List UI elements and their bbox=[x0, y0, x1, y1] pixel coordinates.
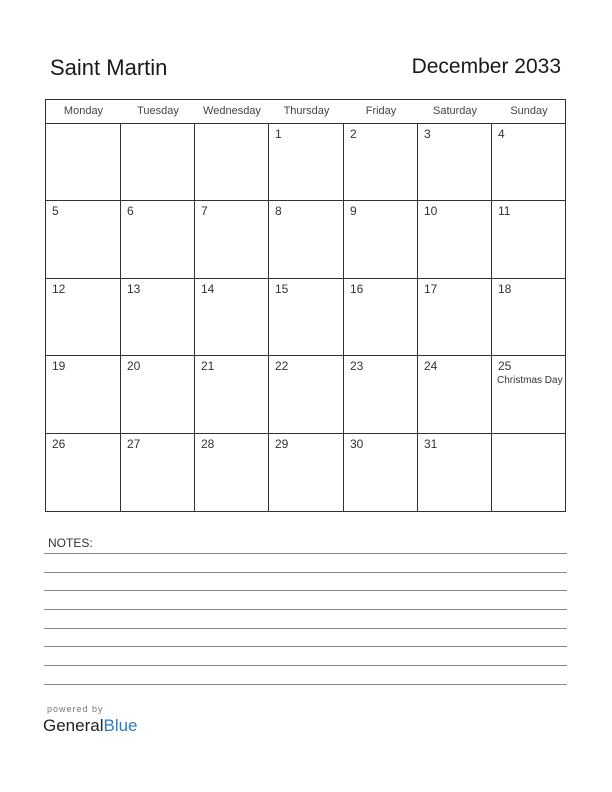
day-number: 18 bbox=[498, 282, 512, 296]
day-number: 13 bbox=[127, 282, 141, 296]
day-cell-14 bbox=[195, 279, 269, 356]
day-cell-11 bbox=[492, 201, 566, 279]
day-number: 9 bbox=[350, 204, 357, 218]
day-cell-4 bbox=[492, 124, 566, 201]
day-number: 19 bbox=[52, 359, 66, 373]
day-number: 5 bbox=[52, 204, 59, 218]
day-cell-empty bbox=[121, 124, 195, 201]
calendar-grid bbox=[45, 99, 566, 512]
day-cell-13 bbox=[121, 279, 195, 356]
day-cell-3 bbox=[418, 124, 492, 201]
day-number: 7 bbox=[201, 204, 208, 218]
weekday-header-tuesday: Tuesday bbox=[137, 105, 179, 117]
weekday-header-row bbox=[46, 100, 565, 124]
notes-line bbox=[44, 572, 567, 573]
day-cell-26 bbox=[46, 434, 121, 511]
day-cell-9 bbox=[344, 201, 418, 279]
day-cell-17 bbox=[418, 279, 492, 356]
day-cell-16 bbox=[344, 279, 418, 356]
day-cell-19 bbox=[46, 356, 121, 434]
day-number: 3 bbox=[424, 127, 431, 141]
day-number: 15 bbox=[275, 282, 289, 296]
weekday-header-friday: Friday bbox=[365, 105, 397, 117]
day-number: 31 bbox=[424, 437, 438, 451]
day-cell-7 bbox=[195, 201, 269, 279]
day-cell-8 bbox=[269, 201, 344, 279]
brand-general-text: General bbox=[43, 716, 104, 735]
day-number: 25 bbox=[498, 359, 512, 373]
day-number: 26 bbox=[52, 437, 66, 451]
day-cell-6 bbox=[121, 201, 195, 279]
day-number: 4 bbox=[498, 127, 505, 141]
day-number: 11 bbox=[498, 204, 511, 218]
notes-line bbox=[44, 684, 567, 685]
day-cell-23 bbox=[344, 356, 418, 434]
notes-line bbox=[44, 590, 567, 591]
country-title: Saint Martin bbox=[50, 55, 168, 80]
day-cell-empty bbox=[492, 434, 566, 511]
day-number: 30 bbox=[350, 437, 364, 451]
weekday-header-monday: Monday bbox=[63, 105, 104, 117]
brand-blue-text: Blue bbox=[103, 716, 138, 735]
day-cell-empty bbox=[195, 124, 269, 201]
day-number: 1 bbox=[275, 127, 282, 141]
day-cell-5 bbox=[46, 201, 121, 279]
day-number: 24 bbox=[424, 359, 438, 373]
day-number: 2 bbox=[350, 127, 357, 141]
day-cell-29 bbox=[269, 434, 344, 511]
day-number: 29 bbox=[275, 437, 289, 451]
notes-line bbox=[44, 646, 567, 647]
day-cell-30 bbox=[344, 434, 418, 511]
day-number: 12 bbox=[52, 282, 66, 296]
day-cell-21 bbox=[195, 356, 269, 434]
notes-line bbox=[44, 553, 567, 554]
day-cell-18 bbox=[492, 279, 566, 356]
notes-label: NOTES: bbox=[48, 536, 93, 550]
day-number: 10 bbox=[424, 204, 438, 218]
day-number: 28 bbox=[201, 437, 215, 451]
day-cell-28 bbox=[195, 434, 269, 511]
day-cell-1 bbox=[269, 124, 344, 201]
weekday-header-sunday: Sunday bbox=[510, 105, 548, 117]
day-number: 16 bbox=[350, 282, 364, 296]
notes-line bbox=[44, 609, 567, 610]
brand-logo bbox=[43, 716, 138, 736]
month-title: December 2033 bbox=[411, 55, 561, 78]
notes-line bbox=[44, 665, 567, 666]
day-number: 27 bbox=[127, 437, 141, 451]
day-cell-24 bbox=[418, 356, 492, 434]
day-number: 20 bbox=[127, 359, 141, 373]
day-cell-empty bbox=[46, 124, 121, 201]
day-cell-31 bbox=[418, 434, 492, 511]
weekday-header-wednesday: Wednesday bbox=[203, 105, 261, 117]
day-cell-20 bbox=[121, 356, 195, 434]
day-number: 8 bbox=[275, 204, 282, 218]
day-cell-10 bbox=[418, 201, 492, 279]
day-cell-27 bbox=[121, 434, 195, 511]
day-cell-12 bbox=[46, 279, 121, 356]
powered-by-text: powered by bbox=[47, 704, 104, 714]
day-number: 22 bbox=[275, 359, 289, 373]
day-cell-22 bbox=[269, 356, 344, 434]
holiday-label: Christmas Day bbox=[497, 375, 563, 386]
day-number: 14 bbox=[201, 282, 215, 296]
day-number: 21 bbox=[201, 359, 215, 373]
day-cell-25 bbox=[492, 356, 566, 434]
notes-line bbox=[44, 628, 567, 629]
day-number: 6 bbox=[127, 204, 134, 218]
day-number: 17 bbox=[424, 282, 438, 296]
weekday-header-thursday: Thursday bbox=[283, 105, 330, 117]
day-cell-15 bbox=[269, 279, 344, 356]
weekday-header-saturday: Saturday bbox=[432, 105, 478, 117]
day-cell-2 bbox=[344, 124, 418, 201]
day-number: 23 bbox=[350, 359, 364, 373]
